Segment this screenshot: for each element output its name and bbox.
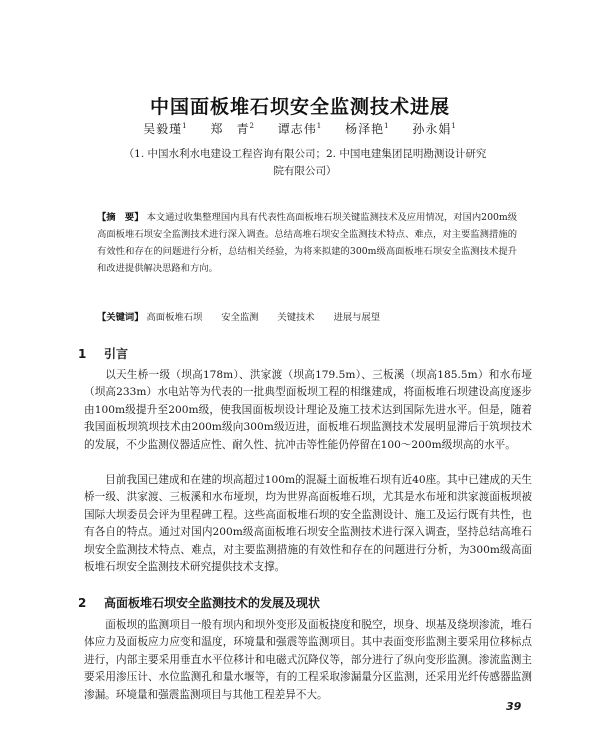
- affiliation: （1. 中国水利水电建设工程咨询有限公司；2. 中国电建集团昆明勘测设计研究院有限公司）: [123, 148, 487, 177]
- keyword: 进展与展望: [333, 312, 381, 323]
- section-title: 高面板堆石坝安全监测技术的发展及现状: [104, 596, 321, 610]
- body-paragraph: 目前我国已建成和在建的坝高超过100m的混凝土面板堆石坝有近40座。其中已建成的天生桥一级、洪家渡、三板溪和水布垭坝，均为世界高面板堆石坝，尤其是水布垭和洪家渡面板坝被国际大坝委员会评为里程碑工程。这些高面板堆石坝的安全监测设计、施工及运行既有共性，也有各自的特点。通过对国内200m级高面板堆石坝安全监测技术进行深入调查，坚持总结高堆石坝安全监测技术特点、难点，对主要监测措施的有效性和存在的问题进行分析，为300m级高面板堆石坝安全监测技术研究提供技术支撑。: [84, 474, 532, 574]
- page-number: 39: [506, 700, 522, 713]
- keywords: [97, 310, 517, 325]
- abstract-text: 本文通过收集整理国内具有代表性高面板堆石坝关键监测技术及应用情况，对国内200m级高面板堆石坝安全监测技术进行深入调查。总结高堆石坝安全监测技术特点、难点，对主要监测措施的有效性和存在的问题进行分析，总结相关经验，为将来拟建的300m级高面板堆石坝安全监测技术提升和改进提供解决思路和方向。: [97, 212, 518, 274]
- body-paragraph: 面板坝的监测项目一般有坝内和坝外变形及面板挠度和脱空，坝身、坝基及绕坝渗流，堆石体应力及面板应力应变和温度，环境量和强震等监测项目。其中表面变形监测主要采用位移标点进行，内部主要采用垂直水平位移计和电磁式沉降仪等，部分进行了纵向变形监测。渗流监测主要采用渗压计、水位监测孔和量水堰等，有的工程采取渗漏量分区监测，还采用光纤传感器监测渗漏。环境量和强震监测项目与其他工程差异不大。: [84, 619, 532, 701]
- section-heading: [78, 594, 320, 611]
- body-paragraph: 以天生桥一级（坝高178m）、洪家渡（坝高179.5m）、三板溪（坝高185.5m）和水布垭（坝高233m）水电站等为代表的一批典型面板坝工程的相继建成，将面板堆石坝建设高度逐步由100m级提升至200m级，使我国面板坝设计理论及施工技术达到国际先进水平。但是，随着我国面板坝筑坝技术由200m级向300m级迈进，面板堆石坝监测技术发展明显滞后于筑坝技术的发展，不少监测仪器适应性、耐久性、抗冲击等性能仍停留在100～200m级坝高的水平。: [84, 369, 532, 451]
- author-list: [0, 120, 600, 137]
- section-number: 2: [78, 596, 87, 610]
- abstract: [97, 209, 517, 277]
- keyword: 安全监测: [221, 312, 259, 323]
- author: 孙永娟$^1$: [412, 122, 457, 136]
- section-heading: [78, 345, 128, 362]
- author: 杨泽艳$^1$: [345, 122, 390, 136]
- section-number: 1: [78, 347, 87, 361]
- keywords-label: 【关键词】: [97, 312, 144, 323]
- author: 郑 青$^2$: [210, 122, 255, 136]
- keyword: 高面板堆石坝: [146, 312, 203, 323]
- abstract-label: 【摘 要】: [97, 212, 144, 223]
- author: 吴毅瑾$^1$: [143, 122, 188, 136]
- author: 谭志伟$^1$: [277, 122, 323, 136]
- page-title: 中国面板堆石坝安全监测技术进展: [149, 96, 450, 118]
- section-title: 引言: [104, 347, 129, 361]
- keyword: 关键技术: [277, 312, 315, 323]
